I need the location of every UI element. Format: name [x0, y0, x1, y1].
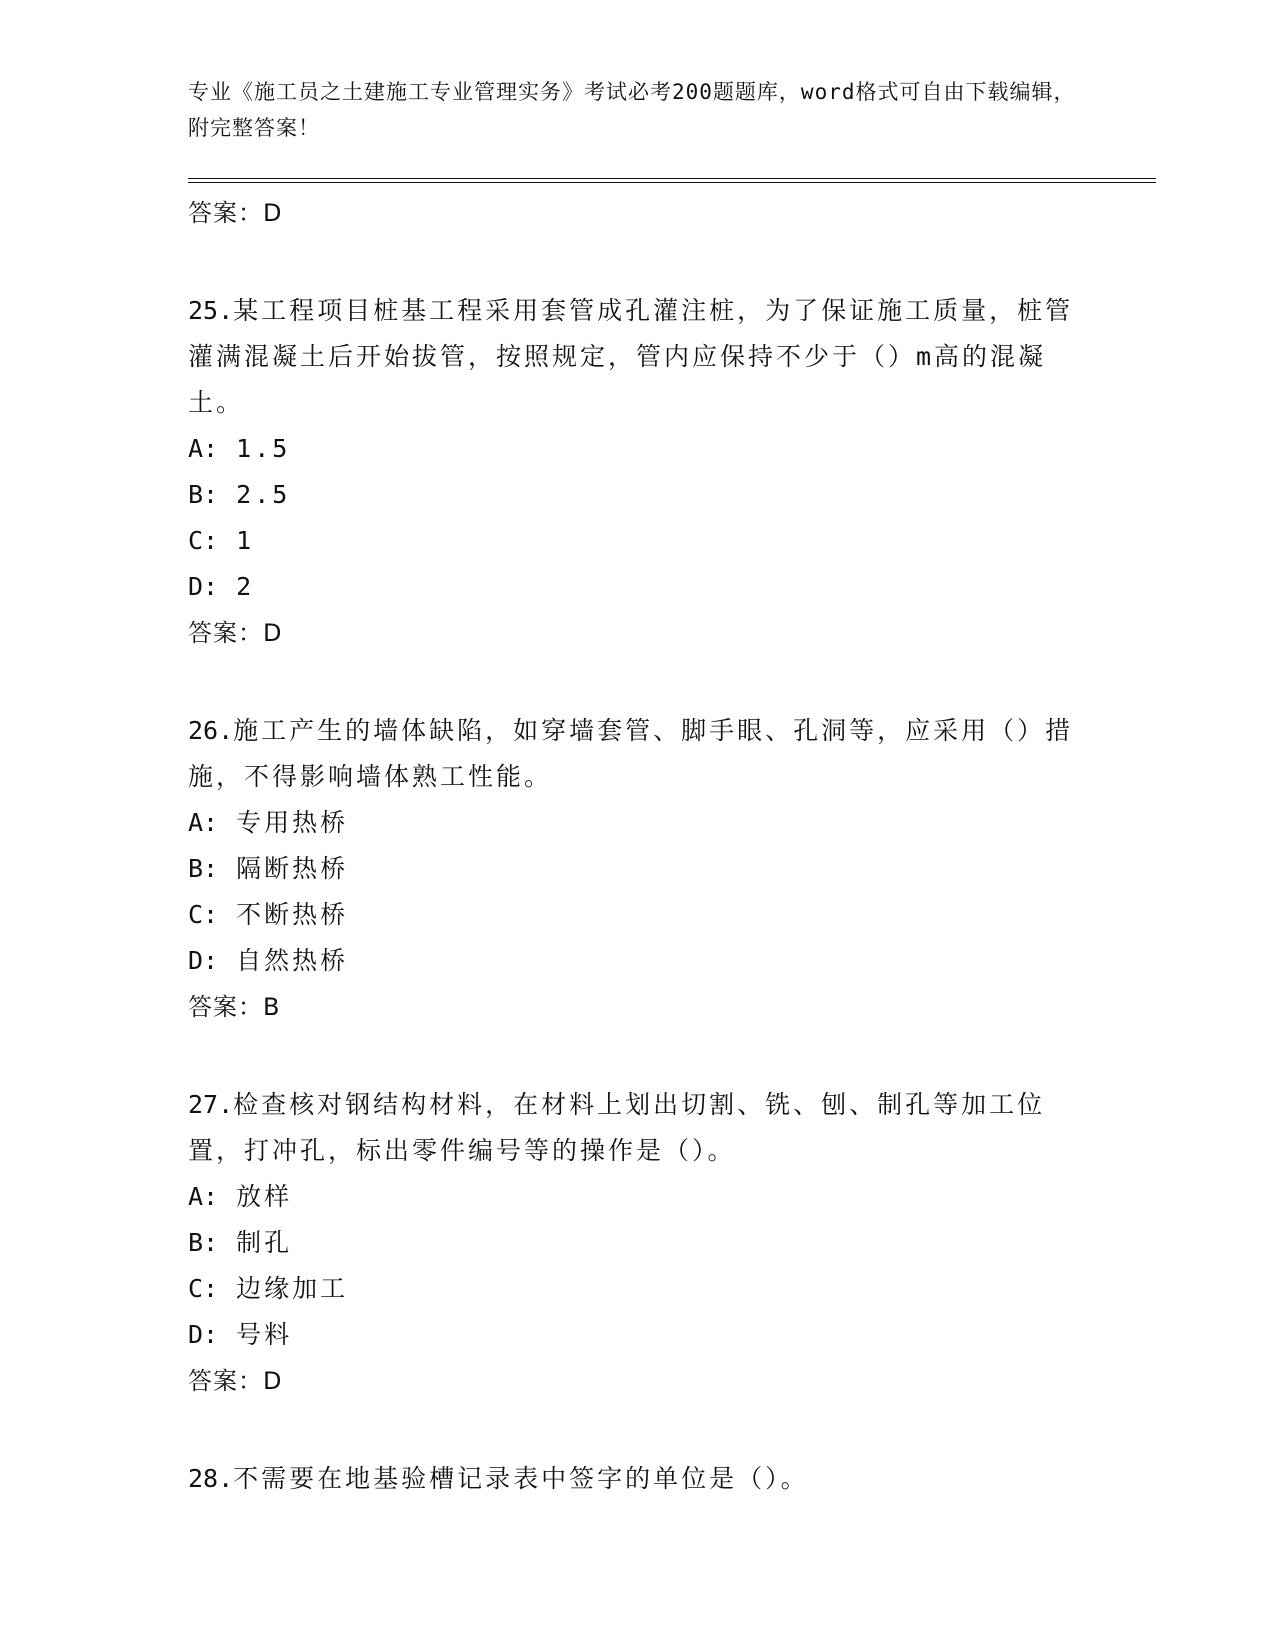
option-text: 制孔 — [236, 1228, 293, 1257]
option-d — [188, 938, 1088, 984]
option-label: D: — [188, 946, 219, 975]
option-text: 自然热桥 — [236, 946, 349, 975]
option-d — [188, 564, 1088, 610]
option-text: 2 — [236, 572, 255, 601]
document-header: 专业《施工员之土建施工专业管理实务》考试必考200题题库，word格式可自由下载编辑，附完整答案！ — [188, 80, 1076, 140]
option-a — [188, 800, 1088, 846]
question-stem: 某工程项目桩基工程采用套管成孔灌注桩，为了保证施工质量，桩管灌满混凝土后开始拔管，按照规定，管内应保持不少于（）m高的混凝土。 — [188, 296, 1074, 417]
option-label: B: — [188, 480, 219, 509]
option-text: 不断热桥 — [236, 900, 349, 929]
option-b — [188, 472, 1088, 518]
option-b — [188, 1220, 1088, 1266]
option-label: B: — [188, 854, 219, 883]
question-text — [188, 708, 1088, 800]
question-number: 28. — [188, 1464, 234, 1493]
option-text: 1 — [236, 526, 255, 555]
option-text: 放样 — [236, 1182, 293, 1211]
header-divider — [188, 178, 1156, 183]
option-text: 1.5 — [236, 434, 291, 463]
option-label: A: — [188, 1182, 219, 1211]
answer-line: 答案：D — [188, 1367, 283, 1395]
question-28 — [188, 1456, 1088, 1502]
question-stem: 施工产生的墙体缺陷，如穿墙套管、脚手眼、孔洞等，应采用（）措施，不得影响墙体熟工性能。 — [188, 716, 1074, 791]
option-label: C: — [188, 1274, 219, 1303]
question-text — [188, 1456, 1088, 1502]
option-text: 号料 — [236, 1320, 293, 1349]
question-25 — [188, 288, 1088, 656]
option-label: C: — [188, 900, 219, 929]
option-a — [188, 426, 1088, 472]
question-27 — [188, 1082, 1088, 1404]
option-label: C: — [188, 526, 219, 555]
option-c — [188, 1266, 1088, 1312]
option-a — [188, 1174, 1088, 1220]
question-26 — [188, 708, 1088, 1030]
question-stem: 检查核对钢结构材料，在材料上划出切割、铣、刨、制孔等加工位置，打冲孔，标出零件编号等的操作是（）。 — [188, 1090, 1046, 1165]
answer-line: 答案：D — [188, 199, 283, 227]
document-body — [188, 190, 1088, 1502]
question-text — [188, 288, 1088, 426]
option-text: 边缘加工 — [236, 1274, 349, 1303]
option-c — [188, 518, 1088, 564]
question-text — [188, 1082, 1088, 1174]
option-text: 2.5 — [236, 480, 291, 509]
question-stem: 不需要在地基验槽记录表中签字的单位是（）。 — [233, 1464, 809, 1493]
answer-line: 答案：D — [188, 619, 283, 647]
option-label: D: — [188, 1320, 219, 1349]
option-label: B: — [188, 1228, 219, 1257]
option-text: 专用热桥 — [236, 808, 349, 837]
option-label: A: — [188, 434, 219, 463]
option-text: 隔断热桥 — [236, 854, 349, 883]
question-number: 25. — [188, 296, 234, 325]
answer-line: 答案：B — [188, 993, 281, 1021]
option-b — [188, 846, 1088, 892]
option-c — [188, 892, 1088, 938]
question-number: 27. — [188, 1090, 234, 1119]
option-d — [188, 1312, 1088, 1358]
option-label: D: — [188, 572, 219, 601]
option-label: A: — [188, 808, 219, 837]
question-number: 26. — [188, 716, 234, 745]
